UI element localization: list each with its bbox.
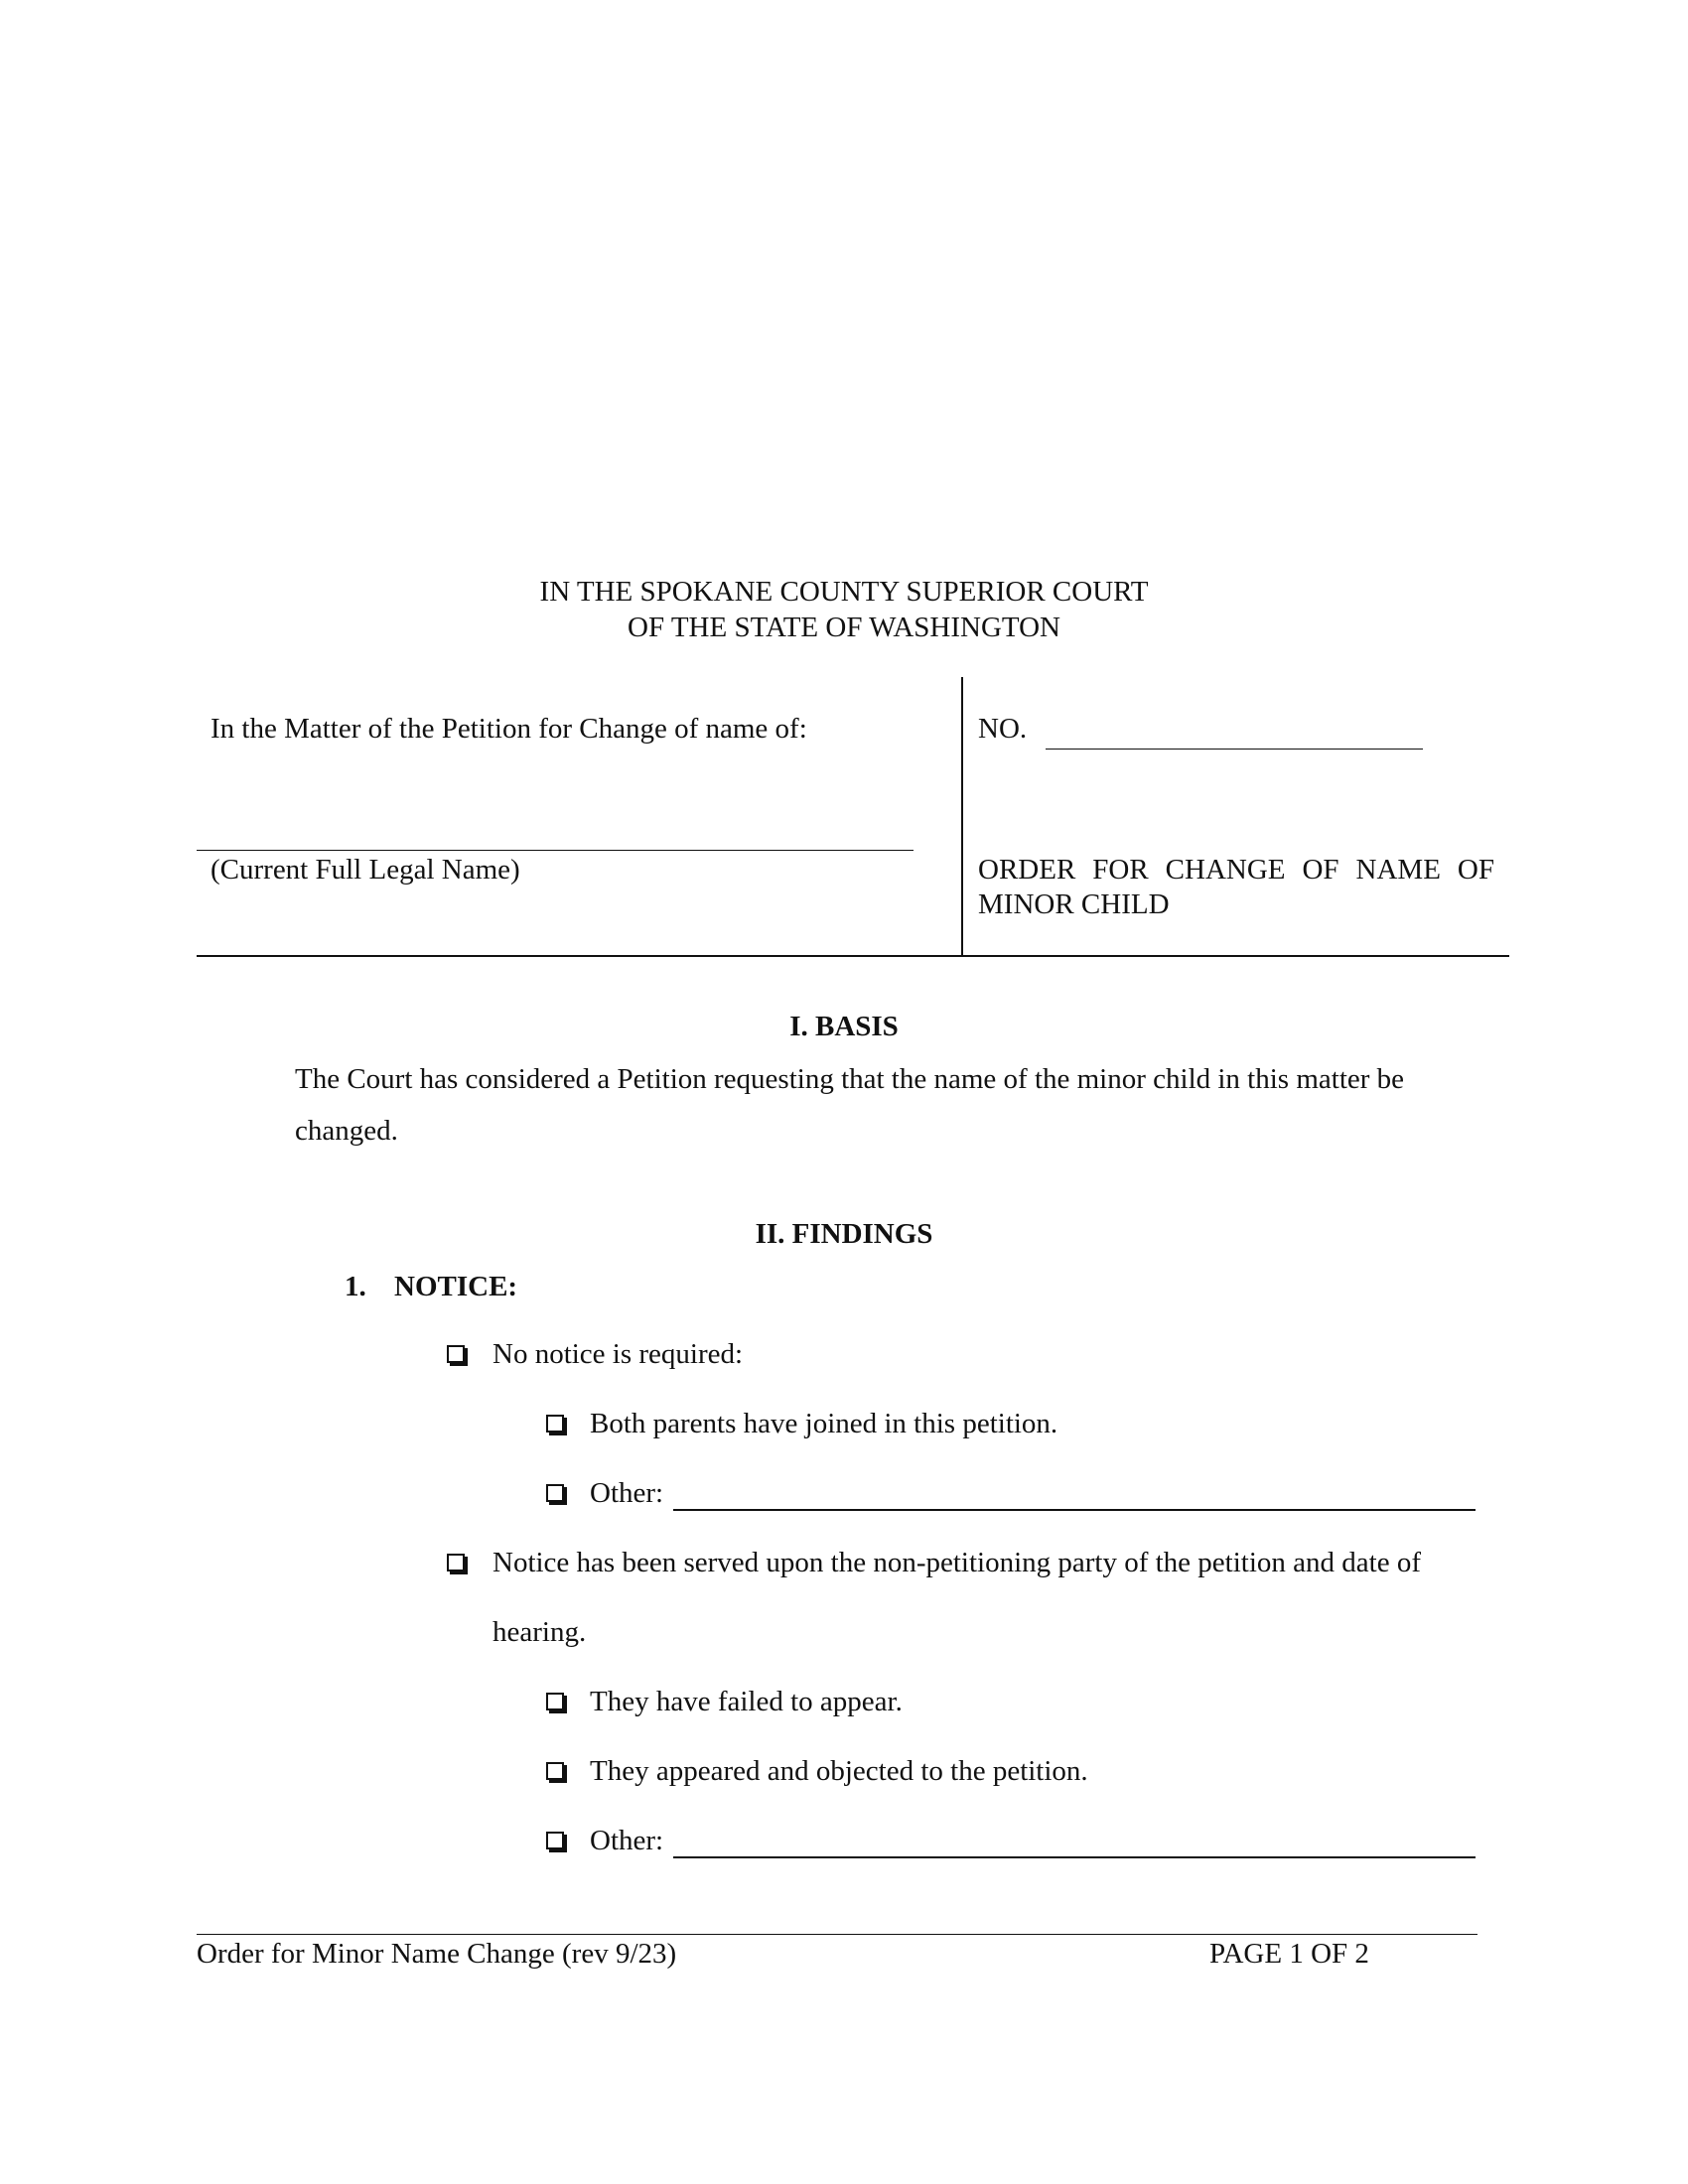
findings-heading: II. FINDINGS [755, 1218, 933, 1250]
caption-bottom-rule [197, 955, 1509, 957]
notice-label: NOTICE: [394, 1271, 518, 1302]
no-notice-label: No notice is required: [492, 1338, 744, 1370]
other-1-input[interactable] [673, 1477, 1476, 1511]
case-number-label: NO. [978, 713, 1028, 745]
case-number-input[interactable] [1046, 719, 1423, 750]
basis-text-line-2: changed. [295, 1115, 398, 1147]
objected-label: They appeared and objected to the petition. [590, 1755, 1088, 1787]
other-1-checkbox[interactable] [546, 1484, 564, 1502]
order-title-line-1: ORDER FOR CHANGE OF NAME OF [978, 854, 1494, 886]
other-2-checkbox[interactable] [546, 1832, 564, 1849]
court-name [0, 574, 1688, 645]
current-name-label: (Current Full Legal Name) [211, 854, 520, 886]
notice-served-line-1: Notice has been served upon the non-petitioning party of the petition and date of [492, 1547, 1421, 1578]
basis-heading: I. BASIS [789, 1011, 899, 1042]
notice-number: 1. [345, 1271, 366, 1302]
footer-page-number: PAGE 1 OF 2 [1209, 1938, 1369, 1970]
court-line-2: OF THE STATE OF WASHINGTON [628, 612, 1060, 643]
other-2-label: Other: [590, 1825, 664, 1856]
both-parents-label: Both parents have joined in this petition. [590, 1408, 1058, 1439]
matter-text: In the Matter of the Petition for Change of name of: [211, 713, 807, 745]
current-name-input[interactable] [197, 820, 914, 851]
basis-text-line-1: The Court has considered a Petition requesting that the name of the minor child in this matter be [295, 1063, 1405, 1095]
footer-form-name: Order for Minor Name Change (rev 9/23) [197, 1938, 677, 1970]
both-parents-checkbox[interactable] [546, 1415, 564, 1433]
order-title-line-2: MINOR CHILD [978, 888, 1170, 920]
footer-rule [197, 1934, 1477, 1935]
notice-served-line-2: hearing. [492, 1616, 587, 1648]
other-1-label: Other: [590, 1477, 664, 1509]
objected-checkbox[interactable] [546, 1762, 564, 1780]
other-2-input[interactable] [673, 1825, 1476, 1858]
notice-served-checkbox[interactable] [447, 1554, 465, 1571]
caption-divider [961, 677, 963, 957]
no-notice-checkbox[interactable] [447, 1345, 465, 1363]
failed-appear-checkbox[interactable] [546, 1693, 564, 1710]
court-line-1: IN THE SPOKANE COUNTY SUPERIOR COURT [539, 576, 1149, 608]
failed-appear-label: They have failed to appear. [590, 1686, 903, 1717]
